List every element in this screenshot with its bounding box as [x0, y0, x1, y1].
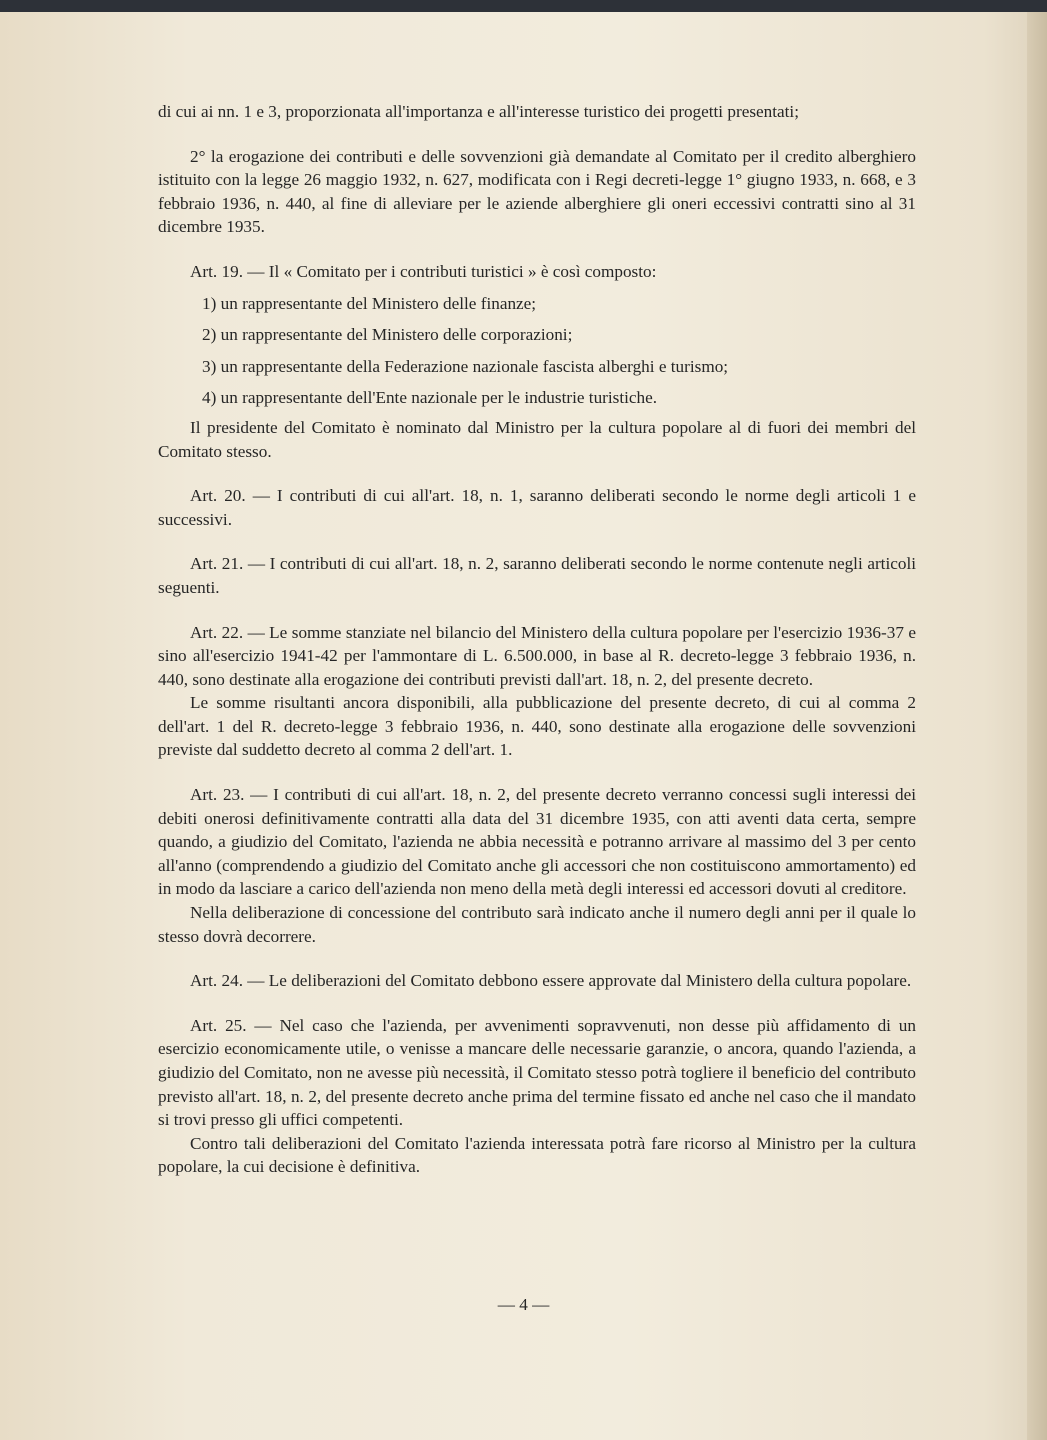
article-19-heading: Art. 19. — Il « Comitato per i contributi turistici » è così composto:	[190, 261, 657, 281]
page-number: — 4 —	[497, 1295, 550, 1314]
article-22: Art. 22. — Le somme stanziate nel bilancio del Ministero della cultura popolare per l'esercizio 1936-37 e sino all'esercizio 1941-42 per l'ammontare di L. 6.500.000, in base al R. decreto-legge 3 febbraio 1936, n. 440, sono destinate alla erogazione dei contributi previsti dall'art. 18, n. 2, del presente decreto.	[158, 622, 916, 689]
list-item: 3) un rappresentante della Federazione nazionale fascista alberghi e turismo;	[202, 356, 729, 376]
article-20: Art. 20. — I contributi di cui all'art. 18, n. 1, saranno deliberati secondo le norme degli articoli 1 e successivi.	[158, 486, 916, 529]
document-body	[158, 100, 916, 1179]
list-item: 4) un rappresentante dell'Ente nazionale per le industrie turistiche.	[202, 388, 658, 408]
article-24: Art. 24. — Le deliberazioni del Comitato debbono essere approvate dal Ministero della cultura popolare.	[190, 971, 912, 991]
paragraph-continuation: di cui ai nn. 1 e 3, proporzionata all'importanza e all'interesse turistico dei progetti presentati;	[158, 102, 799, 121]
article-21: Art. 21. — I contributi di cui all'art. 18, n. 2, saranno deliberati secondo le norme contenute negli articoli seguenti.	[158, 554, 916, 597]
paragraph-item-2: 2° la erogazione dei contributi e delle sovvenzioni già demandate al Comitato per il credito alberghiero istituito con la legge 26 maggio 1932, n. 627, modificata con i Regi decreti-legge 1° giugno 1933, n. 668, e 3 febbraio 1936, n. 440, al fine di alleviare per le aziende alberghiere gli oneri eccessivi contratti sino al 31 dicembre 1935.	[158, 146, 916, 237]
paragraph-president: Il presidente del Comitato è nominato dal Ministro per la cultura popolare al di fuori dei membri del Comitato stesso.	[158, 417, 916, 461]
list-item: 1) un rappresentante del Ministero delle finanze;	[202, 293, 537, 313]
article-23: Art. 23. — I contributi di cui all'art. 18, n. 2, del presente decreto verranno concessi sugli interessi dei debiti onerosi definitivamente contratti alla data del 31 dicembre 1935, con atti aventi data certa, sempre quando, a giudizio del Comitato, l'azienda ne abbia necessità e potranno arrivare al massimo del 3 per cento all'anno (comprendendo a giudizio del Comitato anche gli accessori che non costituiscono ammortamento) ed in modo da lasciare a carico dell'azienda non meno della metà degli interessi ed accessori dovuti al creditore.	[158, 785, 916, 899]
page-right-edge	[1027, 12, 1047, 1440]
scanner-top-edge	[0, 0, 1047, 12]
article-25-comma-2: Contro tali deliberazioni del Comitato l'azienda interessata potrà fare ricorso al Ministro per la cultura popolare, la cui decisione è definitiva.	[158, 1133, 916, 1177]
article-25: Art. 25. — Nel caso che l'azienda, per avvenimenti sopravvenuti, non desse più affidamento di un esercizio economicamente utile, o venisse a mancare delle necessarie garanzie, o ancora, quando l'azienda, a giudizio del Comitato, non ne avesse più necessità, il Comitato stesso potrà togliere il beneficio del contributo previsto all'art. 18, n. 2, del presente decreto anche prima del termine fissato ed anche nel caso che il mandato si trovi presso gli uffici competenti.	[158, 1015, 916, 1130]
list-item: 2) un rappresentante del Ministero delle corporazioni;	[202, 325, 573, 345]
article-23-comma-2: Nella deliberazione di concessione del contributo sarà indicato anche il numero degli anni per il quale lo stesso dovrà decorrere.	[158, 903, 916, 946]
article-22-comma-2: Le somme risultanti ancora disponibili, alla pubblicazione del presente decreto, di cui al comma 2 dell'art. 1 del R. decreto-legge 3 febbraio 1936, n. 440, sono destinate alla erogazione delle sovvenzioni previste dal suddetto decreto al comma 2 dell'art. 1.	[158, 693, 916, 760]
